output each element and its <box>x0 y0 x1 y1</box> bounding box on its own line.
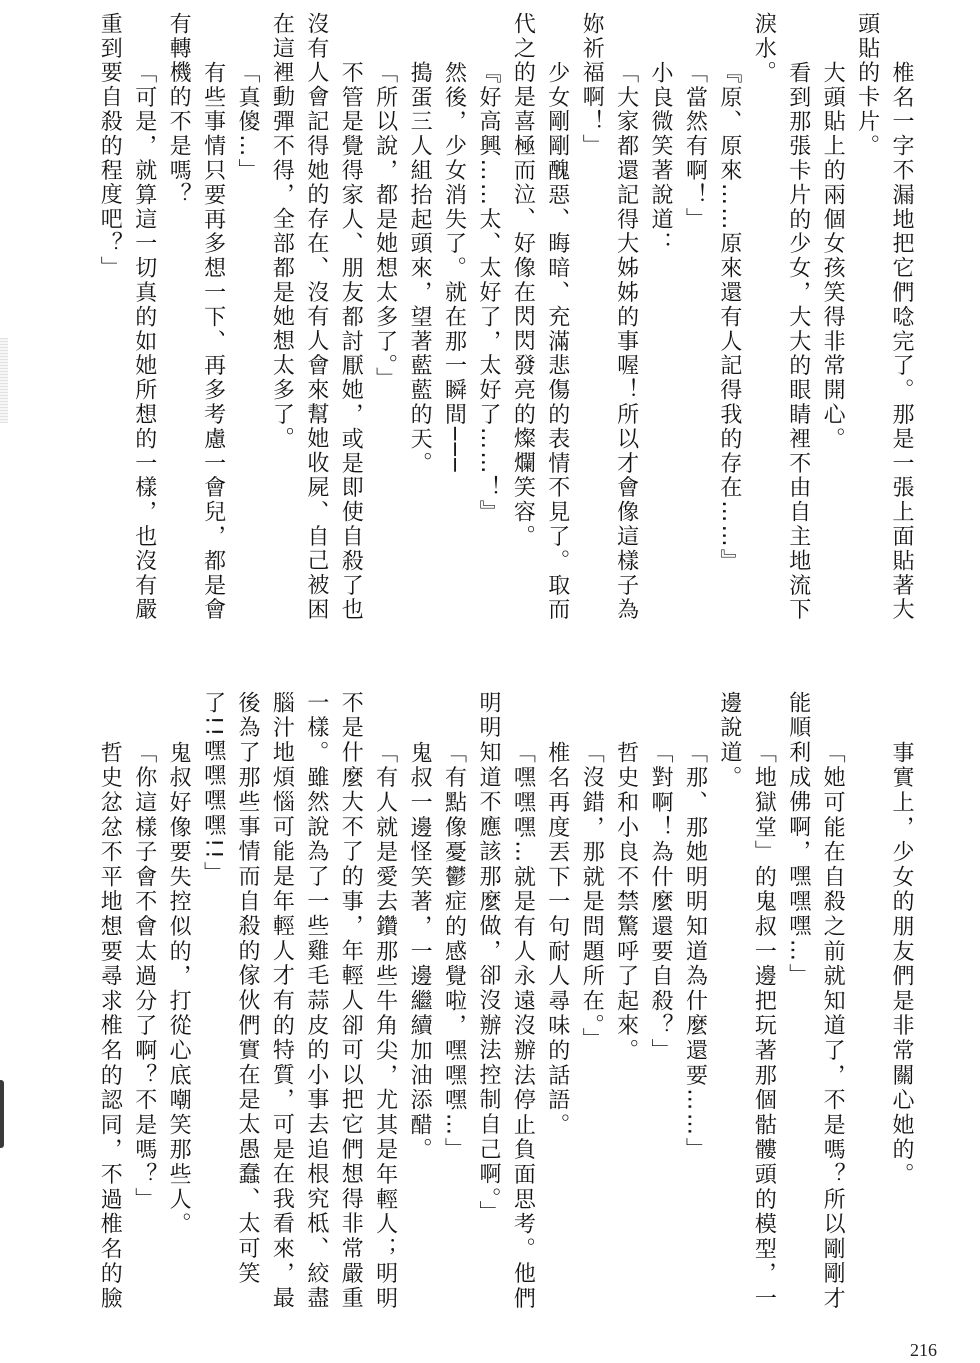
text-column: 『原、原來……原來還有人記得我的存在……』 <box>716 60 742 574</box>
paragraph <box>505 12 574 636</box>
dialogue-paragraph <box>367 12 401 636</box>
text-column: 「有點像憂鬱症的感覺啦，嘿嘿嘿…」 <box>441 740 467 1163</box>
paragraph <box>161 12 230 636</box>
dialogue-paragraph <box>574 12 643 636</box>
text-column: 重到要自殺的程度吧？」 <box>97 12 123 281</box>
text-column: 椎名一字不漏地把它們唸完了。那是一張上面貼著大 <box>889 60 914 622</box>
dialogue-paragraph <box>677 691 711 1315</box>
text-column: 「所以說，都是她想太多了。」 <box>372 60 398 392</box>
paragraph <box>402 691 436 1315</box>
text-column: 哲史忿忿不平地想要尋求椎名的認同，不過椎名的臉 <box>97 740 123 1311</box>
text-column: 椎名再度丟下一句耐人尋味的話語。 <box>544 740 570 1138</box>
scene-break <box>849 691 883 1315</box>
text-column: 「那、那她明明知道為什麼還要……」 <box>682 740 708 1163</box>
text-column: 有轉機的不是嗎？ <box>166 12 192 208</box>
text-column: 「真傻…」 <box>234 60 260 183</box>
text-column: 然後，少女消失了。就在那一瞬間─── <box>441 60 467 474</box>
text-column: 腦汁地煩惱可能是年輕人才有的特質，可是在我看來，最 <box>269 691 295 1311</box>
text-column: 不管是覺得家人、朋友都討厭她，或是即使自殺了也 <box>338 60 364 622</box>
text-column: 「她可能在自殺之前就知道了，不是嗎？所以剛剛才 <box>820 740 846 1311</box>
text-column: 「沒錯，那就是問題所在。」 <box>579 740 605 1052</box>
paragraph <box>402 12 436 636</box>
dialogue-paragraph <box>436 691 470 1315</box>
text-column: 頭貼的卡片。 <box>854 12 880 159</box>
dialogue-paragraph <box>92 12 161 636</box>
dialogue-paragraph <box>195 691 402 1315</box>
dialogue-paragraph <box>230 12 264 636</box>
text-column: 少女剛剛醜惡、晦暗、充滿悲傷的表情不見了。取而 <box>544 60 570 622</box>
text-column: 「有人就是愛去鑽那些牛角尖，尤其是年輕人；明明 <box>372 740 398 1311</box>
text-column: 妳祈福啊！」 <box>579 12 605 159</box>
text-column: 看到那張卡片的少女，大大的眼睛裡不由自主地流下 <box>785 60 811 622</box>
lower-text-block <box>91 691 918 1315</box>
paragraph <box>884 691 918 1315</box>
text-column: 明明知道不應該那麼做，卻沒辦法控制自己啊。」 <box>475 691 501 1226</box>
text-column: 「地獄堂」的鬼叔一邊把玩著那個骷髏頭的模型，一 <box>751 740 777 1311</box>
text-column: 能順利成佛啊，嘿嘿嘿…」 <box>785 691 811 989</box>
text-column: 一樣。雖然說為了一些雞毛蒜皮的小事去追根究柢、絞盡 <box>303 691 329 1311</box>
dialogue-paragraph <box>677 12 711 636</box>
text-column: 「你這樣子會不會太過分了啊？不是嗎？」 <box>131 740 157 1212</box>
text-column: 哲史和小良不禁驚呼了起來。 <box>613 740 639 1063</box>
dialogue-paragraph <box>471 12 505 636</box>
text-column: 大頭貼上的兩個女孩笑得非常開心。 <box>820 60 846 452</box>
scan-edge-artifact <box>0 338 8 423</box>
dialogue-paragraph <box>574 691 608 1315</box>
paragraph <box>608 691 642 1315</box>
text-column: 淚水。 <box>751 12 777 86</box>
dialogue-paragraph <box>126 691 160 1315</box>
text-column: 鬼叔好像要失控似的，打從心底嘲笑那些人。 <box>166 740 192 1237</box>
text-column: 沒有人會記得她的存在、沒有人會來幫她收屍、自己被困 <box>303 12 329 622</box>
text-column: 代之的是喜極而泣、好像在閃閃發亮的燦爛笑容。 <box>510 12 536 549</box>
text-column: 邊說道。 <box>716 691 742 791</box>
binding-edge-mark <box>0 1080 4 1148</box>
text-column: 有些事情只要再多想一下、再多考慮一會兒，都是會 <box>200 60 226 622</box>
text-column: 「可是，就算這一切真的如她所想的一樣，也沒有嚴 <box>131 60 157 622</box>
dialogue-paragraph <box>780 691 849 1315</box>
text-column: 小良微笑著說道： <box>648 60 674 256</box>
text-column: 在這裡動彈不得，全部都是她想太多了。 <box>269 12 295 452</box>
paragraph <box>815 12 849 636</box>
text-column: 「對啊！為什麼還要自殺？」 <box>648 740 674 1063</box>
text-column: 「當然有啊！」 <box>682 60 708 232</box>
dialogue-paragraph <box>643 691 677 1315</box>
paragraph <box>849 12 918 636</box>
page-number: 216 <box>910 1340 937 1360</box>
text-column: 後為了那些事情而自殺的傢伙們實在是太愚蠢、太可笑 <box>234 691 260 1287</box>
paragraph <box>92 691 126 1315</box>
text-column: 「大家都還記得大姊姊的事喔！所以才會像這樣子為 <box>613 60 639 622</box>
paragraph <box>711 691 780 1315</box>
text-column: 搗蛋三人組抬起頭來，望著藍藍的天。 <box>407 60 433 476</box>
text-column: 不是什麼大不了的事，年輕人卻可以把它們想得非常嚴重 <box>338 691 364 1311</box>
text-column: 鬼叔一邊怪笑著，一邊繼續加油添醋。 <box>407 740 433 1163</box>
paragraph <box>643 12 677 636</box>
dialogue-paragraph <box>711 12 745 636</box>
paragraph <box>264 12 367 636</box>
text-column: 『好高興……太、太好了，太好了……！』 <box>475 60 501 525</box>
upper-text-block <box>91 12 918 636</box>
paragraph <box>161 691 195 1315</box>
paragraph <box>436 12 470 636</box>
paragraph <box>746 12 815 636</box>
text-column: 了!!嘿嘿嘿嘿!!」 <box>200 691 226 887</box>
text-column: 「嘿嘿嘿…就是有人永遠沒辦法停止負面思考。他們 <box>510 740 536 1311</box>
text-column: 事實上，少女的朋友們是非常關心她的。 <box>889 740 914 1187</box>
dialogue-paragraph <box>471 691 540 1315</box>
paragraph <box>539 691 573 1315</box>
